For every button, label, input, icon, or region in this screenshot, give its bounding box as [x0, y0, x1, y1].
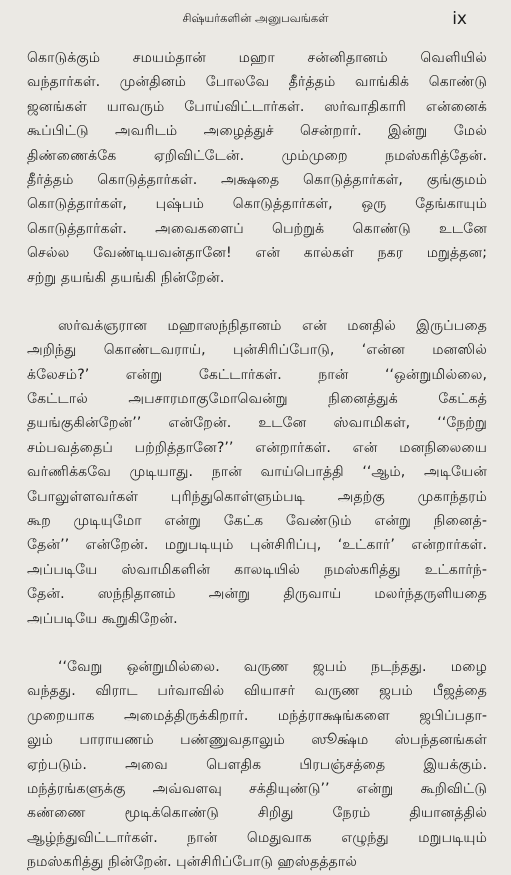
text-line: சற்று தயங்கி தயங்கி நின்றேன். — [27, 269, 225, 286]
paragraph-1 — [27, 46, 487, 290]
text-line: தேன். ஸந்நிதானம் அன்று திருவாய் மலர்ந்தருளியதை — [27, 586, 487, 603]
page-number: ix — [452, 9, 467, 29]
text-line: தீர்த்தம் கொடுத்தார்கள். அக்ஷதை கொடுத்தார்கள், குங்குமம் — [27, 171, 487, 188]
text-line: வந்தது. விராட பர்வாவில் வியாசர் வருண ஜபம் பீஜத்தை — [27, 683, 487, 700]
text-line: முறையாக அமைத்திருக்கிறார். மந்த்ராக்ஷங்களை ஜபிப்பதா- — [27, 707, 487, 724]
header-title: சிஷ்யர்களின் அனுபவங்கள் — [182, 11, 329, 25]
paragraph-gap — [27, 631, 487, 655]
paragraph-3 — [27, 655, 487, 875]
paragraph-2 — [27, 314, 487, 631]
text-line: வந்தார்கள். முன்தினம் போலவே தீர்த்தம் வாங்கிக் கொண்டு — [27, 74, 487, 91]
paragraph-gap — [27, 290, 487, 314]
text-line: கூப்பிட்டு அவரிடம் அழைத்துச் சென்றார். இன்று மேல் — [27, 123, 487, 140]
text-line: நமஸ்கரித்து நின்றேன். புன்சிரிப்போடு ஹஸ்தத்தால் — [27, 854, 358, 871]
text-line: செல்ல வேண்டியவன்தானே! என் கால்கள் நகர மறுத்தன; — [27, 245, 487, 262]
text-line: அறிந்து கொண்டவராய், புன்சிரிப்போடு, ‘என்ன மனஸில் — [27, 342, 487, 359]
text-line: வர்ணிக்கவே முடியாது. நான் வாய்பொத்தி ‘‘ஆம், அடியேன் — [27, 464, 487, 481]
running-header — [0, 9, 511, 31]
text-line: ஆழ்ந்துவிட்டார்கள். நான் மெதுவாக எழுந்து மறுபடியும் — [27, 829, 487, 846]
text-line: கொடுத்தார்கள், புஷ்பம் கொடுத்தார்கள், ஒரு தேங்காயும் — [27, 196, 487, 213]
text-line: கொடுக்கும் சமயம்தான் மஹா சன்னிதானம் வெளியில் — [27, 50, 487, 66]
text-line: சம்பவத்தைப் பற்றித்தானே?’’ என்றார்கள். என் மனநிலையை — [27, 439, 487, 456]
text-line: ஏற்படும். அவை பௌதிக பிரபஞ்சத்தை இயக்கும். — [27, 756, 487, 773]
text-line: திண்ணைக்கே ஏறிவிட்டேன். மும்முறை நமஸ்கரித்தேன். — [27, 147, 487, 164]
text-line: கேட்டால் அபசாரமாகுமோவென்று நினைத்துக் கேட்கத் — [27, 391, 487, 408]
text-line: ஸர்வக்ஞரான மஹாஸந்நிதானம் என் மனதில் இருப்பதை — [58, 317, 487, 334]
text-line: ஜனங்கள் யாவரும் போய்விட்டார்கள். ஸர்வாதிகாரி என்னைக் — [27, 98, 487, 115]
text-line: லும் பாராயணம் பண்ணுவதாலும் ஸூக்ஷ்ம ஸ்பந்தனங்கள் — [27, 732, 487, 749]
text-line: மந்த்ரங்களுக்கு அவ்வளவு சக்தியுண்டு’’ என்று கூறிவிட்டு — [27, 780, 487, 797]
text-line: கூற முடியுமோ என்று கேட்க வேண்டும் என்று நினைத்- — [27, 513, 487, 530]
text-line: க்லேசம்?’ என்று கேட்டார்கள். நான் ‘‘ஒன்றுமில்லை, — [27, 366, 487, 383]
text-line: தயங்குகின்றேன்’’ என்றேன். உடனே ஸ்வாமிகள், ‘‘நேற்று — [27, 415, 487, 432]
text-line: தேன்’’ என்றேன். மறுபடியும் புன்சிரிப்பு, ‘உட்கார்’ என்றார்கள். — [27, 537, 487, 554]
text-line: அப்படியே கூறுகிறேன். — [27, 610, 178, 627]
text-line: கொடுத்தார்கள். அவைகளைப் பெற்றுக் கொண்டு உடனே — [27, 220, 487, 237]
text-line: போலுள்ளவர்கள் புரிந்துகொள்ளும்படி அதற்கு முகாந்தரம் — [27, 488, 487, 505]
text-line: கண்ணை மூடிக்கொண்டு சிறிது நேரம் தியானத்தில் — [27, 805, 487, 822]
text-line: அப்படியே ஸ்வாமிகளின் காலடியில் நமஸ்கரித்து உட்கார்ந்- — [27, 561, 487, 578]
text-line: ‘‘வேறு ஒன்றுமில்லை. வருண ஜபம் நடந்தது. மழை — [58, 658, 487, 675]
body-text — [27, 46, 487, 875]
